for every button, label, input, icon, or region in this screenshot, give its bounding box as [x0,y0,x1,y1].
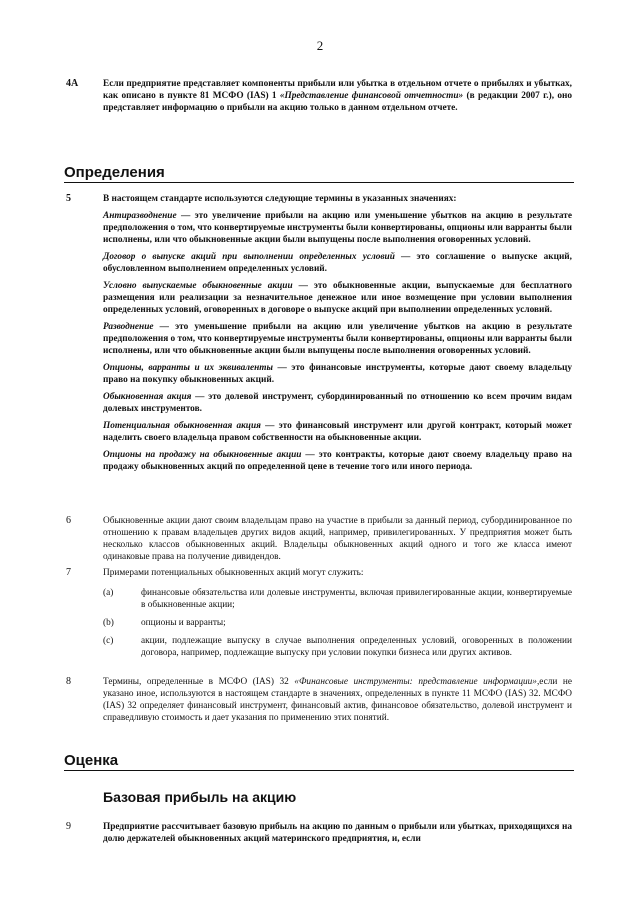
text-span: (в редакции 2007 г.), оно представляет информацию о прибыли на акцию только в данном отдельном отчете. [103,91,572,113]
list-intro: Примерами потенциальных обыкновенных акций могут служить: [103,568,364,578]
list-text: опционы и варранты; [141,618,226,628]
list-item [103,617,572,629]
definition-item [103,280,572,316]
list-label: (c) [103,636,114,646]
definitions-intro: В настоящем стандарте используются следующие термины в указанных значениях: [103,194,457,204]
definition-item [103,420,572,444]
defined-term: Потенциальная обыкновенная акция [103,421,261,431]
definition-text: — это контракты, которые дают своему владельцу право на продажу обыкновенных акций по определенной цене в течение того или иного периода. [103,450,573,472]
paragraph-4a [66,78,572,114]
definition-item [103,251,572,275]
paragraph-body [103,676,572,724]
definition-item [103,391,572,415]
page-number: 2 [316,38,324,53]
list-item [103,635,572,659]
paragraph-number: 6 [66,515,71,526]
paragraph-number: 4A [66,78,79,89]
list-item [103,587,572,611]
paragraph-number: 9 [66,821,71,832]
list-label: (b) [103,618,114,628]
defined-term: Условно выпускаемые обыкновенные акции [103,281,293,291]
text-span: ,если не указано иное, используются в настоящем стандарте в значениях, определенных в пункте 11 МСФО (IAS) 32. МСФО (IAS) 32 определяет финансовый инструмент, финансовый актив, финансовое обязательство, долевой инструмент и справедливую стоимость и дает указания по применению этих понятий. [103,677,572,723]
defined-term: Обыкновенная акция [103,392,192,402]
defined-term: Договор о выпуске акций при выполнении определенных условий [103,252,395,262]
paragraph-body [103,78,572,114]
paragraph-5 [66,193,572,478]
paragraph-8 [66,676,572,724]
defined-term: Опционы, варранты и их эквиваленты [103,363,273,373]
text-span: Термины, определенные в МСФО (IAS) 32 [103,677,295,687]
definition-text: — это финансовые инструменты, которые дают своему владельцу право на покупку обыкновенных акций. [103,363,572,385]
definition-item [103,210,572,246]
paragraph-body [103,567,572,659]
definition-text: — это уменьшение прибыли на акцию или увеличение убытков на акцию в результате предположения о том, что конвертируемые инструменты были конвертированы, опционы или варранты были исполнены, или что обыкновенные акции были выпущены после выполнения оговоренных условий. [103,322,572,356]
definition-text: — это увеличение прибыли на акцию или уменьшение убытков на акцию в результате предположения о том, что конвертируемые инструменты были конвертированы, опционы или варранты были исполнены, или что обыкновенные акции были выпущены после выполнения оговоренных условий. [103,211,572,245]
definition-text: — это финансовый инструмент или другой контракт, который может наделить своего владельца правом собственности на обыкновенные акции. [103,421,572,443]
definition-item [103,362,572,386]
list-text: финансовые обязательства или долевые инструменты, включая привилегированные акции, конвертируемые в обыкновенные акции; [141,588,572,610]
paragraph-number: 7 [66,567,71,578]
paragraph-7 [66,567,572,665]
definition-text: — это соглашение о выпуске акций, обусловленном выполнением определенных условий. [103,252,572,274]
paragraph-number: 5 [66,193,71,204]
defined-term: Опционы на продажу на обыкновенные акции [103,450,302,460]
standard-title: «Финансовые инструменты: представление информации» [294,677,537,687]
defined-term: Разводнение [103,322,154,332]
definition-item [103,449,572,473]
defined-term: Антиразводнение [103,211,177,221]
paragraph-body [103,193,572,473]
section-heading-definitions: Определения [64,164,574,183]
definition-text: — это долевой инструмент, субординированный по отношению ко всем прочим видам долевых инструментов. [103,392,572,414]
paragraph-body: Обыкновенные акции дают своим владельцам право на участие в прибыли за данный период, субординированное по отношению к правам владельцев других видов акций, например, привилегированных. У предприятия может быть несколько классов обыкновенных акций. Владельцы обыкновенных акций одного и того же класса имеют одинаковые права на получение дивидендов. [103,516,572,562]
subsection-heading-basic-eps: Базовая прибыль на акцию [103,789,297,805]
paragraph-9 [66,821,572,845]
list-text: акции, подлежащие выпуску в случае выполнения определенных условий, оговоренных в положении договора, например, подлежащие выпуску при условии покупки бизнеса или других активов. [141,636,572,658]
paragraph-body: Предприятие рассчитывает базовую прибыль на акцию по данным о прибыли или убытках, приходящихся на долю держателей обыкновенных акций материнского предприятия, и, если [103,822,572,844]
paragraph-number: 8 [66,676,71,687]
paragraph-6 [66,515,572,563]
definition-text: — это обыкновенные акции, выпускаемые для бесплатного размещения или реализации за незначительное денежное или иное возмещение при условии выполнения определенных условий, оговоренных в договоре о выпуске акций при выполнении определенных условий. [103,281,572,315]
definition-item [103,321,572,357]
list-label: (a) [103,588,114,598]
text-span: Если предприятие представляет компоненты прибыли или убытка в отдельном отчете о прибылях и убытках, как описано в пункте 81 МСФО (IAS) 1 [103,79,572,101]
standard-title: «Представление финансовой отчетности» [279,91,464,101]
section-heading-measurement: Оценка [64,752,574,771]
